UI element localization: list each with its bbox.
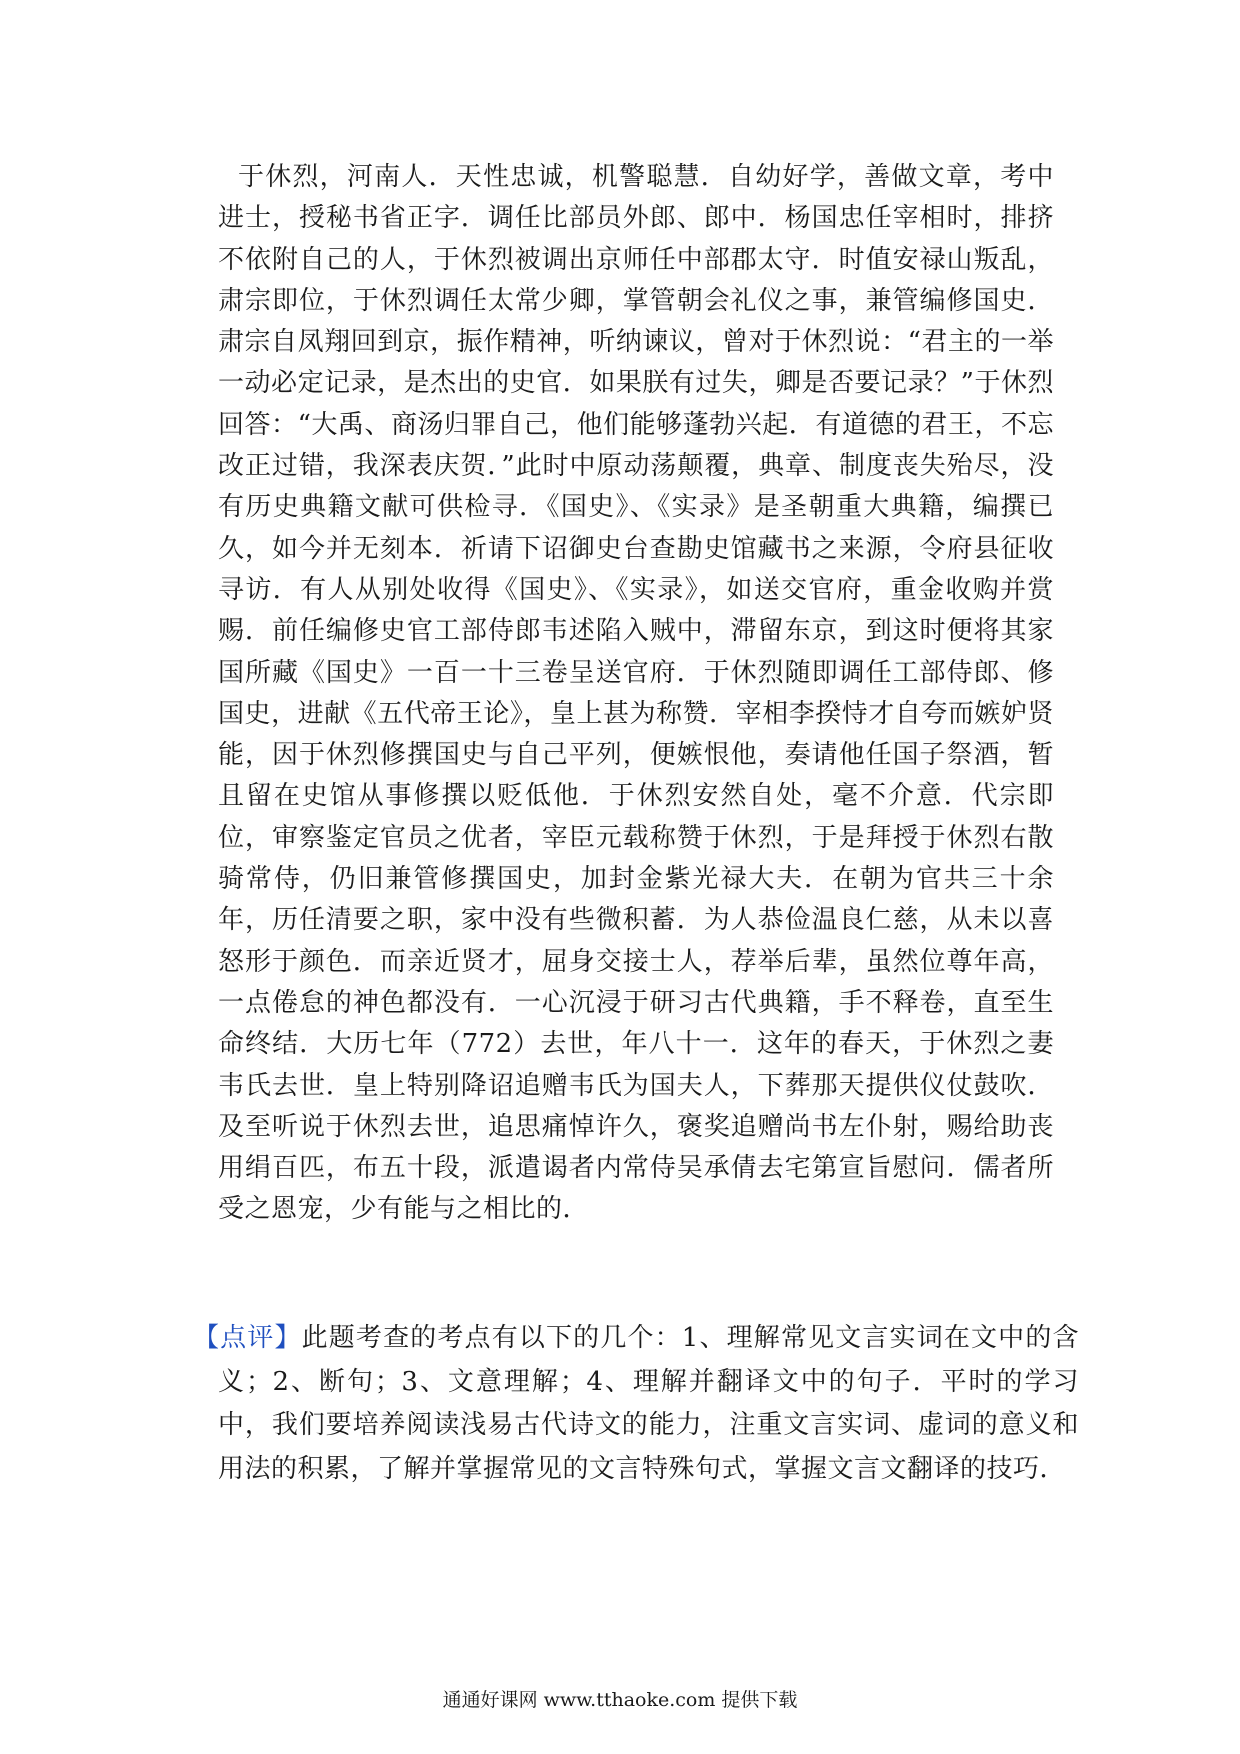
comment-text: 此题考查的考点有以下的几个：1、理解常见文言实词在文中的含义；2、断句；3、文意理解；4、理解并翻译文中的句子．平时的学习中，我们要培养阅读浅易古代诗文的能力，注重文言实词、虚词的意义和用法的积累，了解并掌握常见的文言特殊句式，掌握文言文翻译的技巧． [218, 1323, 1079, 1484]
footer-url[interactable]: www.tthaoke.com [543, 1689, 716, 1711]
translation-passage: 于休烈，河南人．天性忠诚，机警聪慧．自幼好学，善做文章，考中进士，授秘书省正字．调任比部员外郎、郎中．杨国忠任宰相时，排挤不依附自己的人，于休烈被调出京师任中部郡太守．时值安禄山叛乱，肃宗即位，于休烈调任太常少卿，掌管朝会礼仪之事，兼管编修国史．肃宗自凤翔回到京，振作精神，听纳谏议，曾对于休烈说：“君主的一举一动必定记录，是杰出的史官．如果朕有过失，卿是否要记录？”于休烈回答：“大禹、商汤归罪自己，他们能够蓬勃兴起．有道德的君王，不忘改正过错，我深表庆贺．”此时中原动荡颠覆，典章、制度丧失殆尽，没有历史典籍文献可供检寻．《国史》、《实录》是圣朝重大典籍，编撰已久，如今并无刻本．祈请下诏御史台查勘史馆藏书之来源，令府县征收寻访．有人从别处收得《国史》、《实录》，如送交官府，重金收购并赏赐．前任编修史官工部侍郎韦述陷入贼中，滞留东京，到这时便将其家国所藏《国史》一百一十三卷呈送官府．于休烈随即调任工部侍郎、修国史，进献《五代帝王论》，皇上甚为称赞．宰相李揆恃才自夸而嫉妒贤能，因于休烈修撰国史与自己平列，便嫉恨他，奏请他任国子祭酒，暂且留在史馆从事修撰以贬低他．于休烈安然自处，毫不介意．代宗即位，审察鉴定官员之优者，宰臣元载称赞于休烈，于是拜授于休烈右散骑常侍，仍旧兼管修撰国史，加封金紫光禄大夫．在朝为官共三十余年，历任清要之职，家中没有些微积蓄．为人恭俭温良仁慈，从未以喜怒形于颜色．而亲近贤才，屈身交接士人，荐举后辈，虽然位尊年高，一点倦怠的神色都没有．一心沉浸于研习古代典籍，手不释卷，直至生命终结．大历七年（772）去世，年八十一．这年的春天，于休烈之妻韦氏去世．皇上特别降诏追赠韦氏为国夫人，下葬那天提供仪仗鼓吹．及至听说于休烈去世，追思痛悼许久，褒奖追赠尚书左仆射，赐给助丧用绢百匹，布五十段，派遣谒者内常侍吴承倩去宅第宣旨慰问．儒者所受之恩宠，少有能与之相比的． [218, 162, 1054, 1225]
footer-suffix: 提供下载 [721, 1689, 798, 1711]
footer-site-name: 通通好课网 [442, 1689, 538, 1711]
page-footer [0, 1685, 1240, 1712]
comment-paragraph [193, 1317, 1079, 1491]
comment-tag: 【点评】 [193, 1323, 302, 1353]
